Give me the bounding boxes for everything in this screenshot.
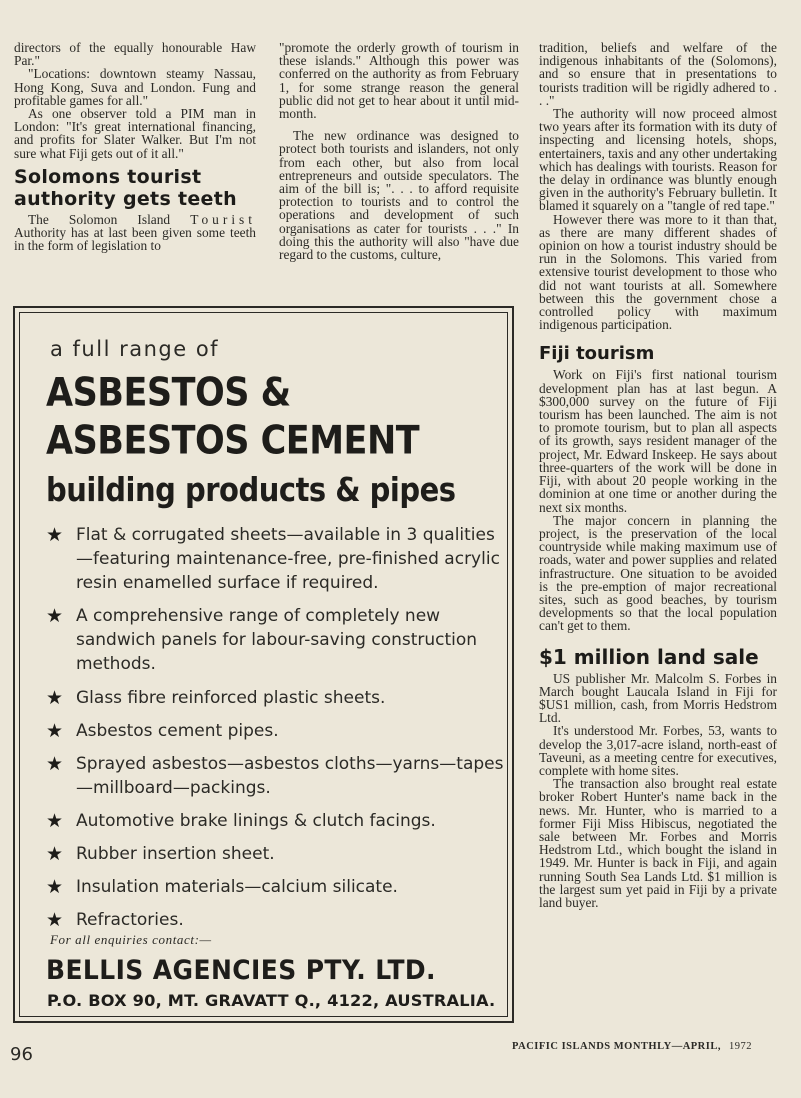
ad-address: P.O. BOX 90, MT. GRAVATT Q., 4122, AUSTRALIA. xyxy=(47,991,496,1010)
ad-product-item xyxy=(46,875,506,899)
ad-product-text: Sprayed asbestos—asbestos cloths—yarns—tapes—millboard—packings. xyxy=(76,754,504,798)
ad-lead-line: a full range of xyxy=(50,337,220,361)
ad-product-text: Glass fibre reinforced plastic sheets. xyxy=(76,688,386,708)
article-column-1 xyxy=(14,41,256,252)
ad-product-item xyxy=(46,842,506,866)
paragraph: The authority will now proceed almost two years after its formation with its duty of inspecting and licensing hotels, shops, entertainers, taxis and any other undertaking which has dealings with tourists. Reason for the delay in ordinance was bluntly enough given in the authority's February bulletin. It blamed it squarely on a "tangle of red tape." xyxy=(539,106,777,214)
article-column-3 xyxy=(539,41,777,909)
ad-product-text: Insulation materials—calcium silicate. xyxy=(76,877,398,897)
paragraph xyxy=(14,213,256,253)
headline-solomons-tourist-authority: Solomons tourist authority gets teeth xyxy=(14,165,237,210)
star-icon: ★ xyxy=(46,720,64,742)
ad-headline-asbestos-cement: ASBESTOS CEMENT xyxy=(46,419,420,464)
paragraph: "Locations: downtown steamy Nassau, Hong Kong, Suva and London. Fung and profitable games for all." xyxy=(14,66,256,108)
ad-product-item xyxy=(46,908,506,932)
paragraph: Work on Fiji's first national tourism development plan has at last begun. A $300,000 survey on the future of Fiji tourism has been launched. The aim is not to promote tourism, but to plan all aspects of its growth, says resident manager of the project, Mr. Edward Inskeep. He says about three-quarters of the work will be done in Fiji, with about 20 people working in the dominion at one time or another during the next six months. xyxy=(539,367,777,515)
ad-product-text: Refractories. xyxy=(76,910,184,930)
ad-product-item xyxy=(46,686,506,710)
text-run-spaced: Tourist xyxy=(190,211,256,227)
ad-contact-line: For all enquiries contact:— xyxy=(50,932,212,947)
text-run: The Solomon Island xyxy=(28,211,171,227)
advertisement-inner-frame xyxy=(19,312,508,1017)
running-footer xyxy=(512,1041,752,1052)
ad-product-list xyxy=(46,523,506,932)
ad-company-name: BELLIS AGENCIES PTY. LTD. xyxy=(46,955,436,986)
star-icon: ★ xyxy=(46,687,64,709)
ad-product-text: Flat & corrugated sheets—available in 3 qualities—featuring maintenance-free, pre-finished acrylic resin enamelled surface if required. xyxy=(76,525,500,593)
paragraph: US publisher Mr. Malcolm S. Forbes in March bought Laucala Island in Fiji for $US1 million, cash, from Morris Hedstrom Ltd. xyxy=(539,670,777,726)
ad-product-item xyxy=(46,719,506,743)
ad-product-text: A comprehensive range of completely new sandwich panels for labour-saving construction methods. xyxy=(76,606,478,674)
ad-product-text: Automotive brake linings & clutch facings. xyxy=(76,811,436,831)
ad-product-item xyxy=(46,523,506,595)
paragraph: tradition, beliefs and welfare of the indigenous inhabitants of the (Solomons), and so ensure that in presentations to tourists tradition will be rigidly adhered to . . ." xyxy=(539,40,777,108)
ad-product-item xyxy=(46,604,506,676)
ad-headline-asbestos: ASBESTOS & xyxy=(46,371,291,416)
star-icon: ★ xyxy=(46,843,64,865)
paragraph: directors of the equally honourable Haw Par." xyxy=(14,40,256,69)
ad-headline-building-products: building products & pipes xyxy=(46,471,456,510)
headline-fiji-tourism: Fiji tourism xyxy=(539,343,655,365)
paragraph: As one observer told a PIM man in London: "It's great international financing, and profits for Slater Walker. But I'm not sure what Fiji gets out of it all." xyxy=(14,106,256,161)
headline-million-land-sale: $1 million land sale xyxy=(539,644,759,669)
paragraph: The major concern in planning the project, is the preservation of the local countryside while making maximum use of roads, water and power supplies and related infrastructure. One situation to be avoided is the pre-emption of major recreational sites, such as good beaches, by tourism developments so that the local population can't get to them. xyxy=(539,512,777,634)
star-icon: ★ xyxy=(46,810,64,832)
star-icon: ★ xyxy=(46,605,64,627)
star-icon: ★ xyxy=(46,909,64,931)
ad-product-text: Rubber insertion sheet. xyxy=(76,844,275,864)
paragraph: The new ordinance was designed to protect both tourists and islanders, not only from each other, but also from local entrepreneurs and outside speculators. The aim of the bill is; ". . . to afford requisite protection to tourists and to control the operations and development of such organisations as cater for tourists . . ." In doing this the authority will also "have due regard to the customs, culture, xyxy=(279,128,519,263)
ad-product-item xyxy=(46,752,506,800)
paragraph: It's understood Mr. Forbes, 53, wants to develop the 3,017-acre island, north-east of Taveuni, as a meeting centre for executives, complete with home sites. xyxy=(539,723,777,778)
star-icon: ★ xyxy=(46,524,64,546)
star-icon: ★ xyxy=(46,753,64,775)
article-column-2 xyxy=(279,41,519,261)
ad-product-text: Asbestos cement pipes. xyxy=(76,721,279,741)
paragraph: However there was more to it than that, as there are many different shades of opinion on how a tourist industry should be run in the Solomons. This varied from extensive tourist development to those who did not want tourists at all. Somewhere between this the government chose a controlled policy with maximum indigenous participation. xyxy=(539,211,777,333)
advertisement-box xyxy=(13,306,514,1023)
star-icon: ★ xyxy=(46,876,64,898)
ad-product-item xyxy=(46,809,506,833)
page-number: 96 xyxy=(10,1044,33,1065)
publication-year: 1972 xyxy=(728,1041,752,1052)
paragraph: The transaction also brought real estate broker Robert Hunter's name back in the news. Mr. Hunter, who is married to a former Fiji Miss Hibiscus, negotiated the sale between Mr. Forbes and Morris Hedstrom Ltd., which bought the island in 1949. Mr. Hunter is back in Fiji, and again running South Sea Lands Ltd. $1 million is the largest sum yet paid in Fiji by a private land buyer. xyxy=(539,776,777,910)
text-run: Authority has at last been given some teeth in the form of legislation to xyxy=(14,225,256,254)
paragraph: "promote the orderly growth of tourism in these islands." Although this power was conferred on the authority as from February 1, for some strange reason the general public did not get to hear about it until mid-month. xyxy=(279,40,519,122)
publication-name: PACIFIC ISLANDS MONTHLY—APRIL, xyxy=(512,1041,721,1052)
